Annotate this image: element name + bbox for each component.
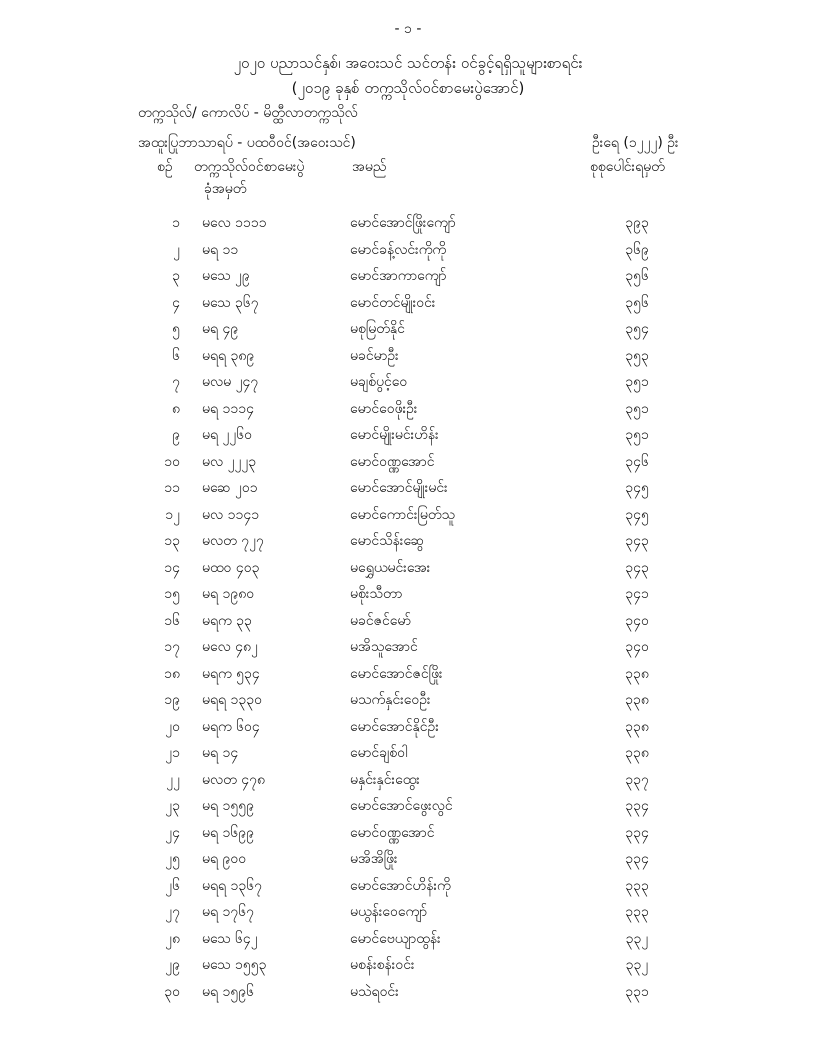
row-number: ၂၀ (165, 718, 180, 735)
roll-number: မရ ၁၉၈၀ (202, 586, 255, 602)
student-name: မောင်အောင်ဟိန်းကို (350, 877, 451, 894)
row-number: ၂ (173, 241, 180, 258)
roll-number: မရ ၁၁၁၄ (202, 400, 254, 417)
total-marks: ၃၄၅ (625, 506, 649, 523)
table-row (0, 608, 816, 634)
roll-number: မဆေ ၂၀၁ (202, 480, 258, 496)
row-number: ၂၈ (165, 930, 180, 947)
student-name: မောင်ချစ်ဝါ (350, 745, 408, 761)
student-name: မအိသူအောင် (350, 639, 418, 655)
roll-number: မလတ ၄၇၈ (202, 771, 265, 788)
student-name: မောင်အောင်ဖြိုးကျော် (350, 215, 456, 231)
roll-number: မရရ ၃၈၉ (202, 347, 255, 364)
table-row (0, 820, 816, 846)
roll-number: မရရ ၁၃၃၀ (202, 692, 263, 708)
row-number: ၁၈ (164, 665, 180, 682)
row-number: ၂၄ (165, 824, 180, 841)
student-name: မောင်မျိုးမင်းဟိန်း (350, 427, 439, 443)
row-number: ၈ (172, 400, 180, 417)
total-marks: ၃၃၈ (625, 745, 649, 761)
total-marks: ၃၄၁ (625, 586, 649, 602)
major-subject-line: အထူးပြုဘာသာရပ် - ပထဝီဝင်(အဝေးသင်) (138, 135, 356, 151)
total-marks: ၃၃၈ (625, 718, 649, 735)
student-name: မစိုးသီတာ (350, 586, 403, 602)
row-number: ၁ (172, 215, 180, 231)
total-marks: ၃၅၁ (625, 427, 649, 443)
row-number: ၆ (172, 347, 180, 364)
table-row (0, 369, 816, 395)
roll-number: မလ ၂၂၂၃ (202, 453, 257, 470)
total-marks: ၃၄၆ (625, 453, 649, 470)
student-name: မယွန်းဝေကျော် (350, 904, 428, 920)
roll-number: မလေ ၁၁၁၁ (202, 215, 267, 231)
roll-number: မရက ၃၃ (202, 612, 252, 629)
table-row (0, 528, 816, 554)
column-header-marks: စုစုပေါင်းရမှတ် (590, 159, 665, 175)
row-number: ၃ (172, 268, 180, 284)
roll-number: မသေ ၁၅၅၃ (202, 957, 267, 973)
table-row (0, 846, 816, 872)
table-row (0, 714, 816, 740)
student-name: မခင်မာဦး (350, 347, 399, 364)
student-name: မချစ်ပွင့်ဝေ (350, 374, 408, 390)
column-header-number: စဉ် (157, 159, 173, 175)
total-marks: ၃၉၃ (625, 215, 649, 231)
student-name: မစုမြတ်နိုင် (350, 321, 405, 337)
roll-number: မလမ ၂၄၇ (202, 374, 259, 390)
student-name: မောင်ဝဏ္ဏအောင် (350, 453, 435, 470)
row-number: ၂၆ (165, 877, 180, 894)
student-name: မစန်းစန်းဝင်း (350, 957, 415, 973)
table-row (0, 475, 816, 501)
table-row (0, 687, 816, 713)
document-title: ၂၀၂၀ ပညာသင်နှစ်၊ အဝေးသင် သင်တန်း ဝင်ခွင့်ရရှိသူများစာရင်း (233, 54, 583, 72)
total-marks: ၃၄၀ (625, 612, 649, 629)
total-marks: ၃၄၃ (625, 559, 649, 576)
student-name: မောင်ခန့်လင်းကိုကို (350, 241, 447, 258)
student-name: မအိအိဖြိုး (350, 851, 398, 867)
document-subtitle: (၂၀၁၉ ခုနှစ် တက္ကသိုလ်ဝင်စာမေးပွဲအောင်) (291, 79, 525, 97)
total-marks: ၃၅၄ (625, 321, 649, 337)
total-marks: ၃၅၁ (625, 374, 649, 390)
column-header-roll-line2: ခုံအမှတ် (204, 181, 247, 197)
student-name: မသက်နှင်းဝေဦး (350, 692, 431, 708)
row-number: ၁၉ (164, 692, 180, 708)
university-line: တက္ကသိုလ်/ ကောလိပ် - မိတ္ထီလာတက္ကသိုလ် (138, 105, 358, 121)
table-row (0, 210, 816, 236)
table-row (0, 422, 816, 448)
roll-number: မရရ ၁၃၆၇ (202, 877, 263, 894)
student-name: မောင်ဗေယျာထွန်း (350, 930, 441, 947)
row-number: ၅ (172, 321, 180, 337)
student-name: မနှင်းနှင်းထွေး (350, 771, 420, 788)
row-number: ၂၃ (165, 798, 180, 814)
table-row (0, 926, 816, 952)
row-number: ၁၂ (165, 506, 180, 523)
table-row (0, 634, 816, 660)
table-row (0, 952, 816, 978)
total-marks: ၃၃၈ (625, 692, 649, 708)
student-name: မသဲရဝင်း (350, 983, 399, 1000)
row-number: ၂၂ (166, 771, 180, 788)
total-marks: ၃၃၄ (625, 824, 649, 841)
row-number: ၁၄ (164, 559, 180, 576)
roll-number: မရ ၂၂၆၀ (202, 427, 252, 443)
total-count: ဦးရေ (၁၂၂၂) ဦး (592, 135, 679, 151)
student-name: မောင်အောင်နိုင်ဦး (350, 718, 439, 735)
total-marks: ၃၅၆ (625, 294, 649, 311)
roll-number: မသေ ၂၉ (202, 268, 250, 284)
student-name: မခင်ဇင်မော် (350, 612, 412, 629)
row-number: ၁၆ (164, 612, 180, 629)
total-marks: ၃၃၄ (625, 851, 649, 867)
table-row (0, 661, 816, 687)
table-row (0, 793, 816, 819)
row-number: ၄ (172, 294, 180, 311)
column-header-roll: တက္ကသိုလ်ဝင်စာမေးပွဲ (194, 159, 305, 175)
student-name: မောင်သိန်းဆွေ (350, 533, 425, 549)
student-name: မောင်အာကာကျော် (350, 268, 447, 284)
row-number: ၁၁ (164, 480, 180, 496)
table-row (0, 263, 816, 289)
table-row (0, 449, 816, 475)
student-name: မောင်အောင်ဖွေးလွင် (350, 798, 453, 814)
total-marks: ၃၃၂ (625, 957, 649, 973)
roll-number: မရ ၉၀၀ (202, 851, 247, 867)
total-marks: ၃၃၃ (625, 877, 649, 894)
roll-number: မသေ ၆၄၂ (202, 930, 258, 947)
page-number: - ၁ - (394, 21, 422, 37)
row-number: ၂၁ (165, 745, 180, 761)
table-row (0, 767, 816, 793)
row-number: ၁၇ (164, 639, 180, 655)
table-row (0, 555, 816, 581)
roll-number: မရ ၁၇၆၇ (202, 904, 254, 920)
table-row (0, 316, 816, 342)
student-name: မောင်အောင်မျိုးမင်း (350, 480, 448, 496)
row-number: ၉ (172, 427, 180, 443)
roll-number: မထဝ ၄၀၃ (202, 559, 260, 576)
roll-number: မရ ၁၅၉၆ (202, 983, 254, 1000)
row-number: ၇ (172, 374, 180, 390)
total-marks: ၃၅၁ (625, 400, 649, 417)
row-number: ၁၅ (164, 586, 180, 602)
student-name: မရွှေယမင်းအေး (350, 559, 431, 576)
roll-number: မသေ ၃၆၇ (202, 294, 259, 311)
row-number: ၂၇ (165, 904, 180, 920)
column-header-name: အမည် (352, 159, 387, 175)
total-marks: ၃၄၃ (625, 533, 649, 549)
student-name: မောင်ကောင်းမြတ်သူ (350, 506, 456, 523)
table-row (0, 502, 816, 528)
total-marks: ၃၃၂ (625, 930, 649, 947)
roll-number: မရ ၁၄ (202, 745, 239, 761)
total-marks: ၃၃၄ (625, 798, 649, 814)
table-row (0, 396, 816, 422)
table-row (0, 873, 816, 899)
total-marks: ၃၄၀ (625, 639, 649, 655)
roll-number: မရ ၁၆၉၉ (202, 824, 254, 841)
total-marks: ၃၄၅ (625, 480, 649, 496)
row-number: ၂၉ (165, 957, 180, 973)
row-number: ၂၅ (165, 851, 180, 867)
roll-number: မလတ ၇၂၇ (202, 533, 264, 549)
table-row (0, 979, 816, 1005)
total-marks: ၃၅၆ (625, 268, 649, 284)
table-row (0, 343, 816, 369)
total-marks: ၃၃၇ (625, 771, 649, 788)
row-number: ၁၀ (164, 453, 180, 470)
roll-number: မလေ ၄၈၂ (202, 639, 258, 655)
total-marks: ၃၃၈ (625, 665, 649, 682)
total-marks: ၃၃၁ (625, 983, 649, 1000)
student-name: မောင်ဝဏ္ဏအောင် (350, 824, 435, 841)
roll-number: မရ ၁၅၅၉ (202, 798, 254, 814)
row-number: ၃၀ (164, 983, 180, 1000)
roll-number: မရ ၁၁ (202, 241, 239, 258)
student-name: မောင်အောင်ဇင်ဖြိုး (350, 665, 443, 682)
table-row (0, 740, 816, 766)
total-marks: ၃၆၉ (625, 241, 649, 258)
table-row (0, 290, 816, 316)
row-number: ၁၃ (164, 533, 180, 549)
total-marks: ၃၃၃ (625, 904, 649, 920)
table-row (0, 899, 816, 925)
student-name: မောင်ဝေဖိုးဦး (350, 400, 418, 417)
roll-number: မရက ၆၀၄ (202, 718, 260, 735)
roll-number: မရ ၄၉ (202, 321, 239, 337)
total-marks: ၃၅၃ (625, 347, 649, 364)
roll-number: မလ ၁၁၄၁ (202, 506, 260, 523)
table-row (0, 581, 816, 607)
student-name: မောင်တင်မျိုးဝင်း (350, 294, 436, 311)
table-row (0, 237, 816, 263)
roll-number: မရက ၅၃၄ (202, 665, 260, 682)
